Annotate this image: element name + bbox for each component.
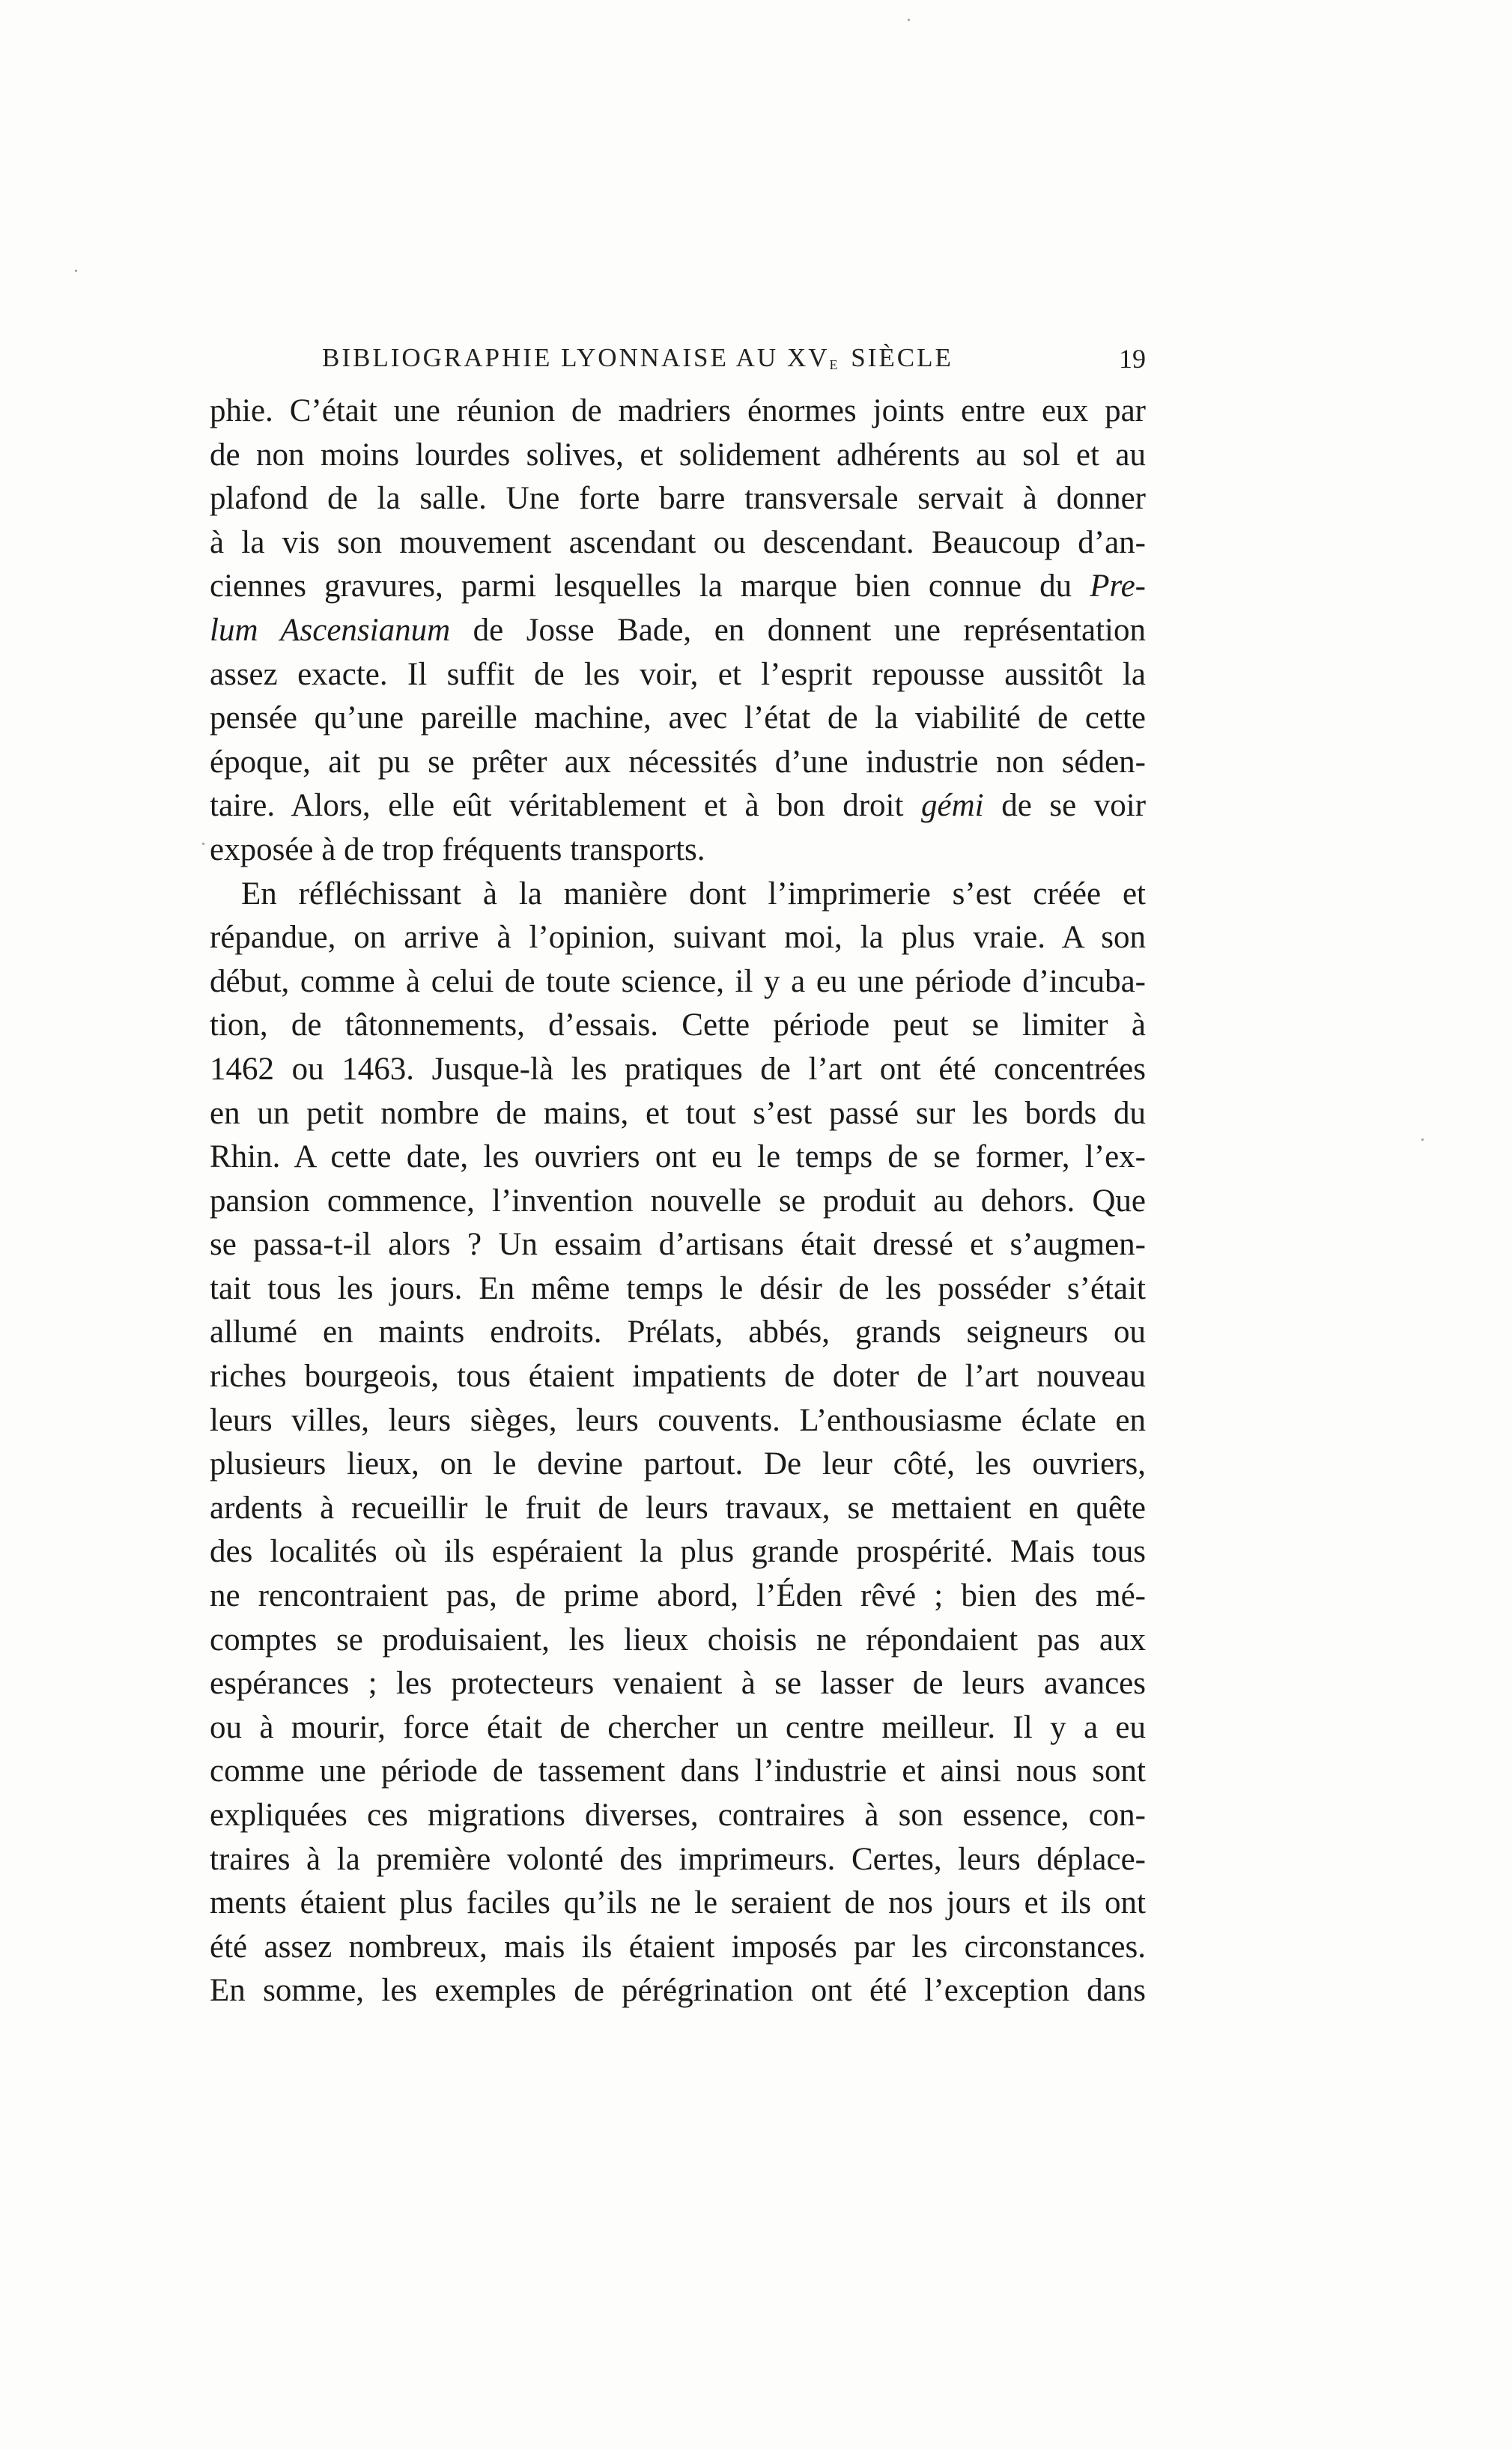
text-line: époque, ait pu se prêter aux nécessités d’une industrie non séden- [210, 744, 1146, 780]
text-line: comptes se produisaient, les lieux choisis ne répondaient pas aux [210, 1622, 1146, 1658]
head-title-text: BIBLIOGRAPHIE LYONNAISE AU XV [322, 343, 830, 372]
text-line: En réfléchissant à la manière dont l’imprimerie s’est créée et [241, 876, 1146, 912]
text-line: plafond de la salle. Une forte barre transversale servait à donner [210, 481, 1146, 517]
text-line: été assez nombreux, mais ils étaient imposés par les circonstances. [210, 1929, 1146, 1965]
text-run: taire. Alors, elle eût véritablement et à bon droit [210, 788, 922, 824]
text-line: répandue, on arrive à l’opinion, suivant moi, la plus vraie. A son [210, 920, 1146, 956]
text-line: assez exacte. Il suffit de les voir, et l’esprit repousse aussitôt la [210, 656, 1146, 692]
text-line: En somme, les exemples de pérégrination ont été l’exception dans [210, 1973, 1146, 2009]
text-line: espérances ; les protecteurs venaient à se lasser de leurs avances [210, 1666, 1146, 1702]
italic-text: lum Ascensianum [210, 612, 451, 648]
head-title-end: SIÈCLE [851, 343, 953, 372]
text-line: tait tous les jours. En même temps le désir de les posséder s’était [210, 1270, 1146, 1306]
running-head-title [322, 343, 953, 373]
text-line: ments étaient plus faciles qu’ils ne le seraient de nos jours et ils ont [210, 1885, 1146, 1921]
text-line: ou à mourir, force était de chercher un centre meilleur. Il y a eu [210, 1709, 1146, 1745]
text-line: ne rencontraient pas, de prime abord, l’Éden rêvé ; bien des mé- [210, 1578, 1146, 1614]
text-run: ciennes gravures, parmi lesquelles la marque bien connue du [210, 568, 1090, 604]
scan-speck [75, 270, 77, 272]
text-run: de Josse Bade, en donnent une représentation [450, 612, 1146, 648]
text-line [210, 565, 1146, 609]
text-line: pansion commence, l’invention nouvelle se produit au dehors. Que [210, 1183, 1146, 1219]
body-text [210, 389, 1146, 2013]
text-line: allumé en maints endroits. Prélats, abbés, grands seigneurs ou [210, 1315, 1146, 1350]
text-line: riches bourgeois, tous étaient impatients de doter de l’art nouveau [210, 1359, 1146, 1395]
italic-text: Pre- [1090, 568, 1146, 604]
text-line: 1462 ou 1463. Jusque-là les pratiques de l’art ont été concentrées [210, 1051, 1146, 1087]
running-head [210, 339, 1146, 380]
text-run: de se voir [983, 788, 1147, 824]
text-line: plusieurs lieux, on le devine partout. De leur côté, les ouvriers, [210, 1446, 1146, 1482]
text-line: exposée à de trop fréquents transports. [210, 831, 705, 867]
text-line: tion, de tâtonnements, d’essais. Cette période peut se limiter à [210, 1007, 1146, 1043]
scan-speck [1421, 1138, 1424, 1141]
text-line: Rhin. A cette date, les ouvriers ont eu le temps de se former, l’ex- [210, 1139, 1146, 1175]
text-line: traires à la première volonté des imprimeurs. Certes, leurs déplace- [210, 1841, 1146, 1877]
page-number: 19 [1119, 344, 1146, 374]
text-line: début, comme à celui de toute science, il y a eu une période d’incuba- [210, 963, 1146, 999]
italic-text: gémi [921, 788, 984, 824]
text-line: ardents à recueillir le fruit de leurs travaux, se mettaient en quête [210, 1490, 1146, 1526]
text-line: phie. C’était une réunion de madriers énormes joints entre eux par [210, 393, 1146, 428]
text-line: se passa-t-il alors ? Un essaim d’artisans était dressé et s’augmen- [210, 1227, 1146, 1263]
text-line: des localités où ils espéraient la plus grande prospérité. Mais tous [210, 1534, 1146, 1570]
text-line: en un petit nombre de mains, et tout s’est passé sur les bords du [210, 1095, 1146, 1131]
text-line: comme une période de tassement dans l’industrie et ainsi nous sont [210, 1753, 1146, 1789]
text-line: leurs villes, leurs sièges, leurs couvents. L’enthousiasme éclate en [210, 1402, 1146, 1438]
text-line: à la vis son mouvement ascendant ou descendant. Beaucoup d’an- [210, 524, 1146, 560]
scan-speck [908, 19, 910, 21]
scan-speck [202, 843, 204, 845]
text-line: de non moins lourdes solives, et solidement adhérents au sol et au [210, 437, 1146, 473]
text-line [210, 609, 1146, 653]
head-century-suffix: E [829, 357, 838, 372]
text-line: expliquées ces migrations diverses, contraires à son essence, con- [210, 1798, 1146, 1833]
text-line: pensée qu’une pareille machine, avec l’état de la viabilité de cette [210, 700, 1146, 736]
text-line [210, 784, 1146, 828]
